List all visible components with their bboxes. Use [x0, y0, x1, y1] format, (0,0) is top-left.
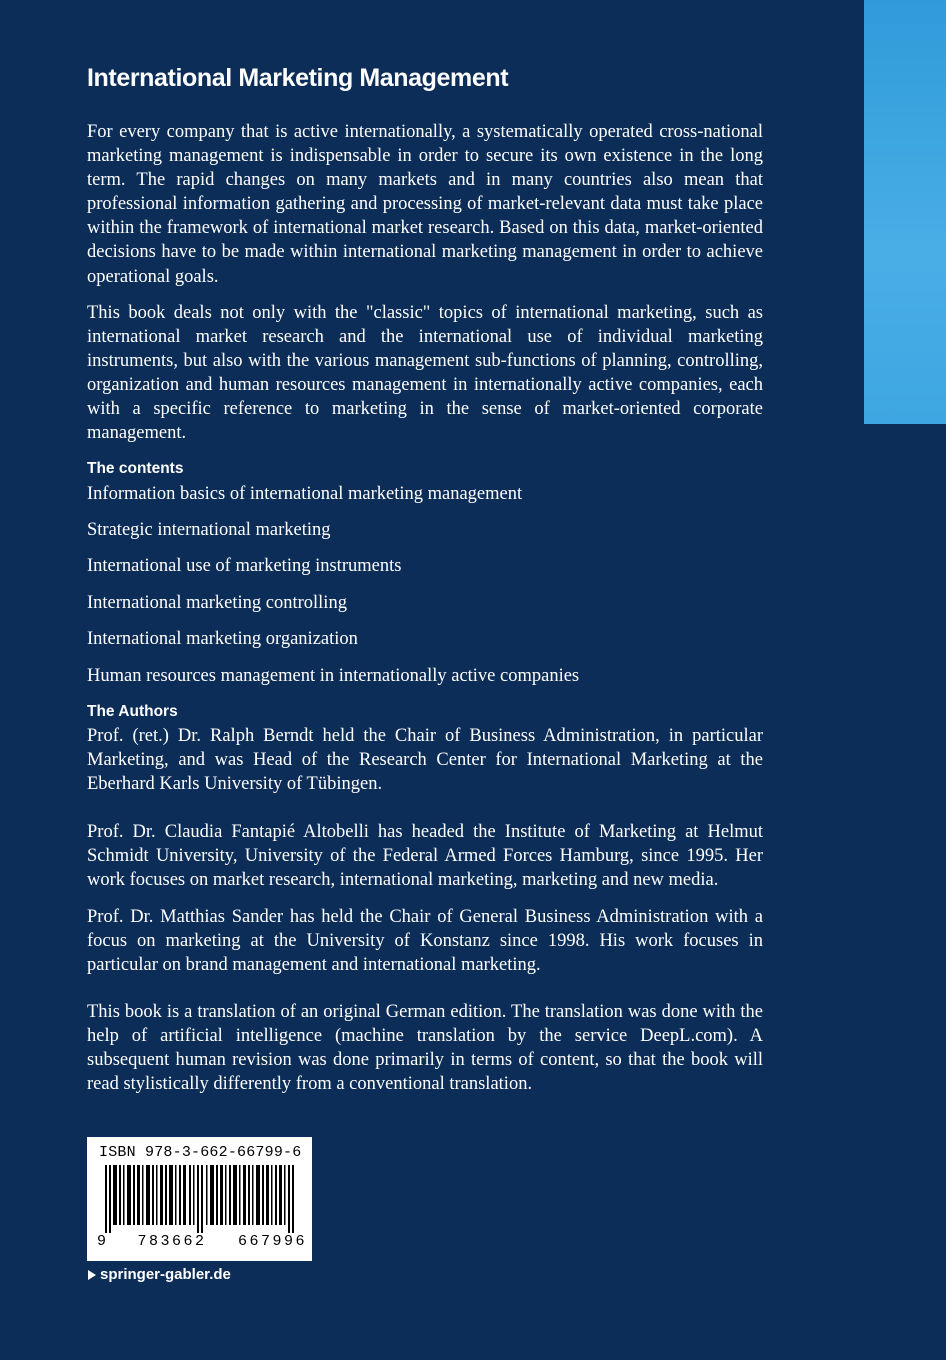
- intro-paragraph-1: For every company that is active internationally, a systematically operated cross-national marketing management is indispensable in order to secure its own existence in the long term. The rapid changes on many markets and in many countries also mean that professional information gathering and processing of market-relevant data must take place within the framework of international market research. Based on this data, market-oriented decisions have to be made within international marketing management in order to achieve operational goals.: [87, 122, 763, 287]
- barcode-digit-group: 667996: [237, 1233, 307, 1250]
- book-title: International Marketing Management: [87, 64, 509, 92]
- barcode-icon: [101, 1165, 299, 1233]
- contents-item: International use of marketing instruments: [87, 556, 402, 576]
- contents-item: Strategic international marketing: [87, 520, 331, 540]
- contents-item: Information basics of international marketing management: [87, 484, 523, 504]
- contents-item: International marketing organization: [87, 629, 358, 649]
- barcode-digit-group: 783662: [137, 1233, 207, 1250]
- author-bio-altobelli: Prof. Dr. Claudia Fantapié Altobelli has headed the Institute of Marketing at Helmut Schmidt University, University of the Federal Armed Forces Hamburg, since 1995. Her work focuses on market research, international marketing, marketing and new media.: [87, 822, 763, 891]
- contents-item: Human resources management in internationally active companies: [87, 666, 580, 686]
- accent-stripe: [864, 0, 946, 424]
- website-label: springer-gabler.de: [100, 1266, 231, 1283]
- barcode-digit-group: 9: [97, 1233, 107, 1250]
- isbn-barcode-box: [87, 1137, 312, 1261]
- publisher-website-link[interactable]: [88, 1266, 231, 1283]
- barcode-digits: [97, 1233, 307, 1250]
- triangle-right-icon: [88, 1270, 96, 1280]
- intro-paragraph-2: This book deals not only with the "classic" topics of international marketing, such as international market research and the international use of individual marketing instruments, but also with the various management sub-functions of planning, controlling, organization and human resources management in internationally active companies, each with a specific reference to marketing in the sense of market-oriented corporate management.: [87, 303, 763, 444]
- author-bio-sander: Prof. Dr. Matthias Sander has held the Chair of General Business Administration with a focus on marketing at the University of Konstanz since 1998. His work focuses in particular on brand management and international marketing.: [87, 907, 763, 976]
- author-bio-berndt: Prof. (ret.) Dr. Ralph Berndt held the Chair of Business Administration, in particular Marketing, and was Head of the Research Center for International Marketing at the Eberhard Karls University of Tübingen.: [87, 726, 763, 795]
- translation-note: This book is a translation of an original German edition. The translation was done with the help of artificial intelligence (machine translation by the service DeepL.com). A subsequent human revision was done primarily in terms of content, so that the book will read stylistically differently from a conventional translation.: [87, 1002, 763, 1095]
- authors-heading: The Authors: [87, 703, 178, 720]
- contents-heading: The contents: [87, 460, 184, 477]
- contents-item: International marketing controlling: [87, 593, 347, 613]
- isbn-label: ISBN 978-3-662-66799-6: [99, 1144, 302, 1161]
